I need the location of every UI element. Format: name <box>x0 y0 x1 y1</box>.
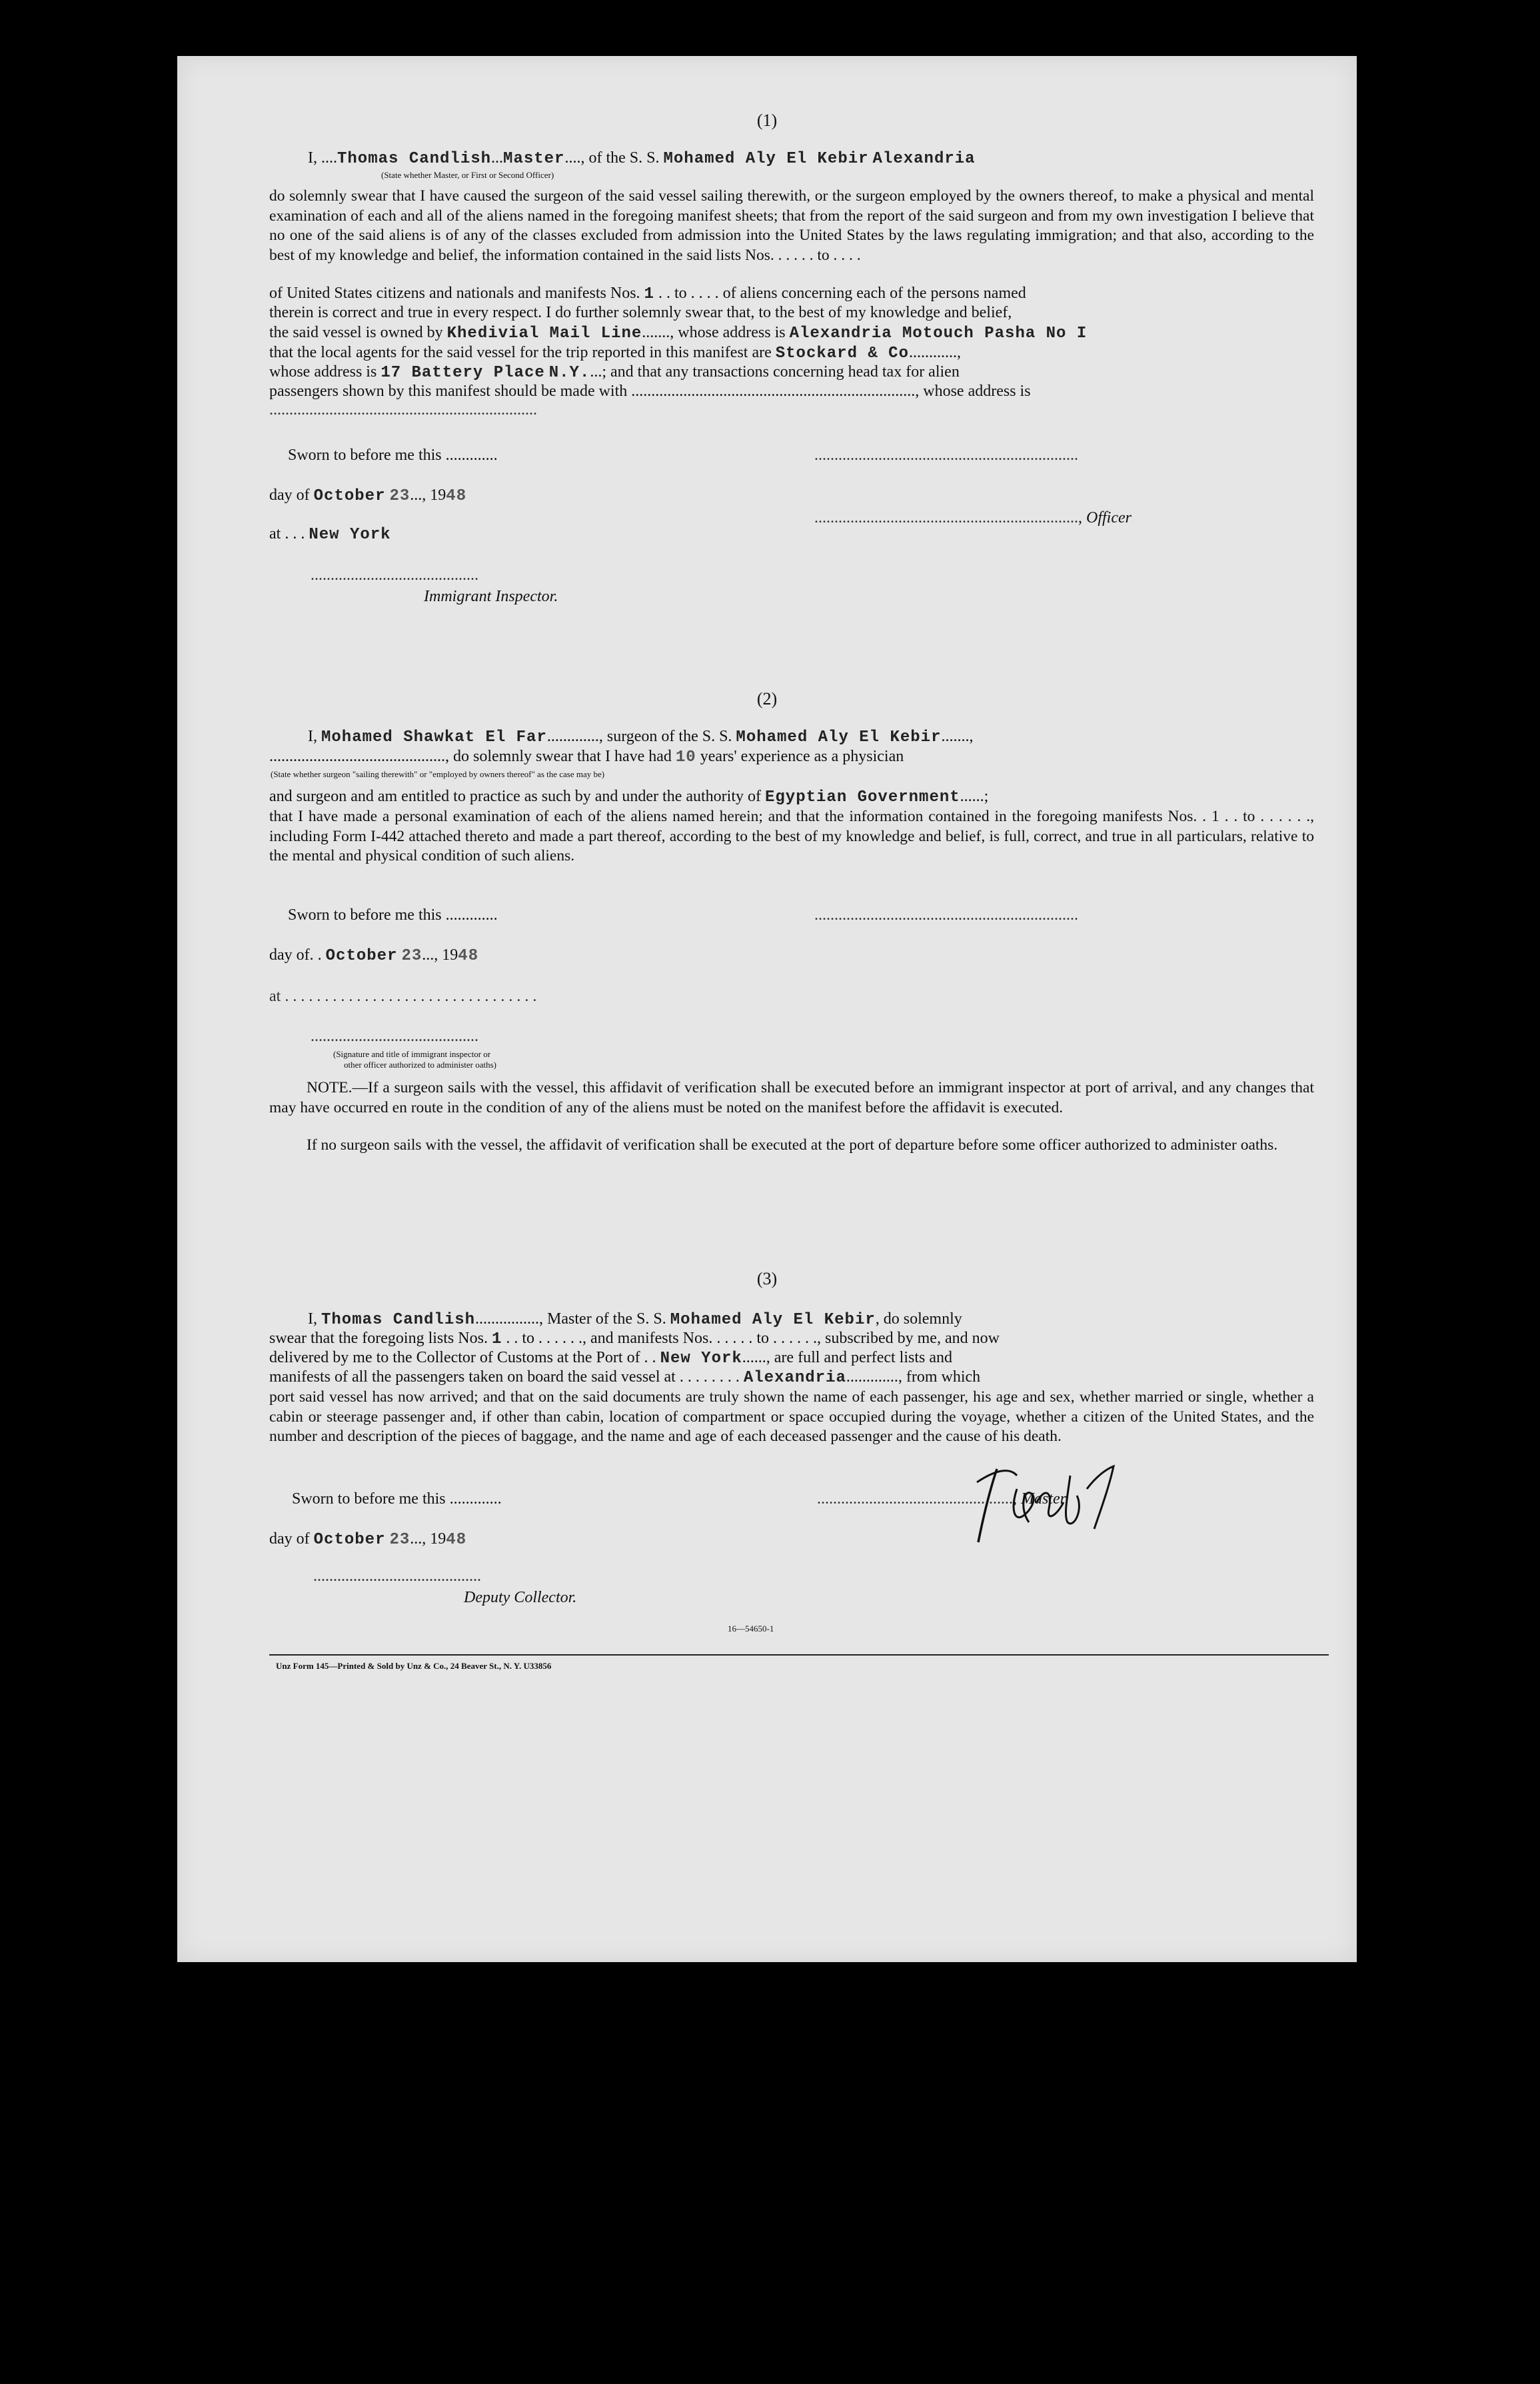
master-label: Master <box>1021 1490 1066 1508</box>
authority: Egyptian Government <box>765 788 960 806</box>
s1-oath-line: I, ....Thomas Candlish...Master...., of the S. S. Mohamed Aly El Kebir Alexandria <box>308 149 976 168</box>
s2-sworn: Sworn to before me this ............. <box>288 906 498 924</box>
s1-place-line: at . . . New York <box>269 525 391 544</box>
owner-address: Alexandria Motouch Pasha No I <box>789 325 1088 343</box>
s1-inspector-dots: .......................................... <box>311 567 478 584</box>
s2-caption: (State whether surgeon "sailing therewith" or "employed by owners thereof" as the case may be) <box>271 769 605 779</box>
vessel-port: Alexandria <box>872 150 976 168</box>
rank-caption: (State whether Master, or First or Second Officer) <box>381 170 554 180</box>
s2-place-line: at . . . . . . . . . . . . . . . . . . . . . . . . . . . . . . . . <box>269 988 537 1005</box>
s1-manifest-nos-line: of United States citizens and nationals and manifests Nos. 1 . . to . . . . of aliens concerning each of the persons named <box>269 285 1026 303</box>
s1-officer-dots-top: .................................................................. <box>814 447 1078 464</box>
s1-place: New York <box>309 526 391 544</box>
s1-officer-line: .................................................................., Officer <box>814 509 1132 527</box>
s2-year: 48 <box>458 947 479 965</box>
document-page <box>177 56 1357 1962</box>
master-name: Thomas Candlish <box>337 150 492 168</box>
s2-date-line: day of. . October 23..., 1948 <box>269 946 479 965</box>
s1-year: 48 <box>446 487 467 505</box>
form-code: 16—54650-1 <box>728 1624 774 1634</box>
s1-agents-line: that the local agents for the said vessel for the trip reported in this manifest are Stockard & Co............, <box>269 344 961 363</box>
s3-lists-line: swear that the foregoing lists Nos. 1 . . to . . . . . ., and manifests Nos. . . . . . to . . . . . ., subscribed by me, and now <box>269 1330 1000 1348</box>
s1-dots-line: ................................................................... <box>269 401 537 419</box>
s3-year: 48 <box>446 1531 467 1549</box>
s1-passengers-line: passengers shown by this manifest should be made with ......................................................................., whose address is <box>269 383 1031 400</box>
s2-oath-line: I, Mohamed Shawkat El Far............., surgeon of the S. S. Mohamed Aly El Kebir......., <box>308 728 974 746</box>
s1-inspector-label: Immigrant Inspector. <box>424 588 558 605</box>
surgeon-name: Mohamed Shawkat El Far <box>321 728 547 746</box>
manifest-number: 1 <box>644 285 654 303</box>
s1-day: 23 <box>389 487 410 505</box>
s3-date-line: day of October 23..., 1948 <box>269 1530 467 1549</box>
s3-collector-dots: .......................................... <box>313 1568 481 1585</box>
deputy-collector-label: Deputy Collector. <box>464 1589 577 1606</box>
s2-day: 23 <box>401 947 422 965</box>
s2-authority-line: and surgeon and am entitled to practice as such by and under the authority of Egyptian Government......; <box>269 788 989 806</box>
section-2-number: (2) <box>756 689 778 708</box>
s3-oath-line: I, Thomas Candlish................, Master of the S. S. Mohamed Aly El Kebir, do solemnly <box>308 1310 962 1329</box>
s3-embark-line: manifests of all the passengers taken on board the said vessel at . . . . . . . . Alexandria............., from which <box>269 1368 981 1387</box>
s2-vessel-name: Mohamed Aly El Kebir <box>736 728 942 746</box>
s2-sig-dots: .......................................... <box>311 1028 478 1045</box>
s2-sig-caption-1: (Signature and title of immigrant inspector or <box>333 1049 491 1059</box>
s2-note-1: NOTE.—If a surgeon sails with the vessel, this affidavit of verification shall be executed before an immigrant inspector at port of arrival, and any changes that may have occurred en route in the condition of any of the aliens must be noted on the manifest before the affidavit is executed. <box>269 1079 1314 1116</box>
agent-address: 17 Battery Place <box>381 364 545 382</box>
signature-drawing <box>970 1449 1144 1549</box>
s3-vessel-name: Mohamed Aly El Kebir <box>670 1311 876 1329</box>
section-3-number: (3) <box>756 1269 778 1288</box>
s2-sig-caption-2: other officer authorized to administer oaths) <box>344 1060 496 1070</box>
section-1-number: (1) <box>756 111 778 130</box>
s2-experience-line: ............................................, do solemnly swear that I have had 10 years' experience as a physician <box>269 748 904 766</box>
s1-address-line: whose address is 17 Battery Place N.Y....; and that any transactions concerning head tax for alien <box>269 363 960 382</box>
s2-body: that I have made a personal examination of each of the aliens named herein; and that the information contained in the foregoing manifests Nos. . 1 . . to . . . . . ., including Form I-442 attached thereto and made a part thereof, according to the best of my knowledge and belief, is full, correct, and true in all particulars, relative to the mental and physical condition of such aliens. <box>269 808 1314 864</box>
s2-right-dots: .................................................................. <box>814 906 1078 924</box>
list-number: 1 <box>491 1330 502 1348</box>
arrival-port: New York <box>660 1350 742 1368</box>
s3-body: port said vessel has now arrived; and that on the said documents are truly shown the name of each passenger, his age and sex, whether married or single, whether a cabin or steerage passenger and, if other than cabin, location of compartment or space occupied during the voyage, whether a citizen of the United States, and the number and description of the pieces of baggage, and the name and age of each deceased passenger and the cause of his death. <box>269 1388 1314 1445</box>
s1-sworn: Sworn to before me this ............. <box>288 447 498 464</box>
vessel-owner: Khedivial Mail Line <box>446 325 642 343</box>
s1-owner-line: the said vessel is owned by Khedivial Mail Line......., whose address is Alexandria Motouch Pasha No I <box>269 324 1088 343</box>
s1-correct-line: therein is correct and true in every respect. I do further solemnly swear that, to the best of my knowledge and belief, <box>269 304 1012 321</box>
s3-port-line: delivered by me to the Collector of Customs at the Port of . . New York......, are full and perfect lists and <box>269 1349 953 1368</box>
s2-note-2: If no surgeon sails with the vessel, the affidavit of verification shall be executed at the port of departure before some officer authorized to administer oaths. <box>307 1136 1278 1154</box>
s2-month: October <box>325 947 398 965</box>
embark-port: Alexandria <box>743 1369 846 1387</box>
local-agents: Stockard & Co <box>775 345 909 363</box>
footer-rule <box>269 1654 1329 1656</box>
years-experience: 10 <box>675 748 696 766</box>
s3-master-name: Thomas Candlish <box>321 1311 476 1329</box>
s3-day: 23 <box>389 1531 410 1549</box>
vessel-name: Mohamed Aly El Kebir <box>663 150 869 168</box>
master-signature <box>970 1449 1144 1549</box>
s1-date-line: day of October 23..., 1948 <box>269 487 467 505</box>
s1-body: do solemnly swear that I have caused the surgeon of the said vessel sailing therewith, or the surgeon employed by the owners thereof, to make a physical and mental examination of each and all of the aliens named in the foregoing manifest sheets; that from the report of the said surgeon and from my own investigation I believe that no one of the said aliens is of any of the classes excluded from admission into the United States by the laws regulating immigration; and that also, according to the best of my knowledge and belief, the information contained in the said lists Nos. . . . . . to . . . . <box>269 187 1314 264</box>
s3-master-line: ................................................., Master <box>817 1490 1066 1508</box>
s3-month: October <box>313 1531 386 1549</box>
officer-label: Officer <box>1086 509 1132 527</box>
s1-month: October <box>313 487 386 505</box>
agent-city: N.Y. <box>548 364 590 382</box>
master-rank: Master <box>503 150 565 168</box>
s3-sworn: Sworn to before me this ............. <box>292 1490 502 1508</box>
printer-line: Unz Form 145—Printed & Sold by Unz & Co., 24 Beaver St., N. Y. U33856 <box>276 1661 552 1671</box>
